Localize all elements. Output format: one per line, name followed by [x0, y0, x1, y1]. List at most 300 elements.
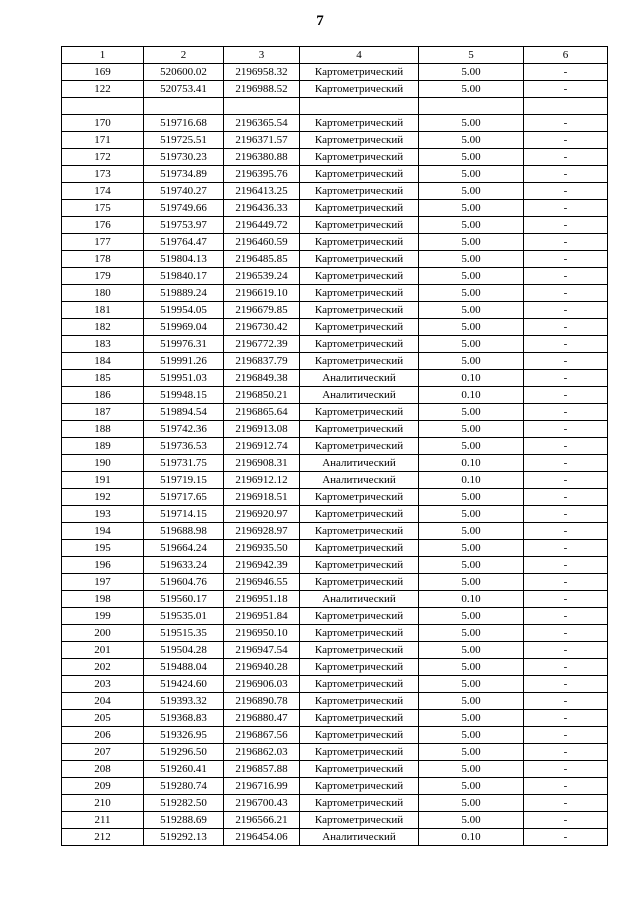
table-row — [62, 319, 608, 336]
y-coordinate-cell: 2196940.28 — [224, 659, 300, 676]
table-header-row — [62, 47, 608, 64]
y-coordinate-cell: 2196947.54 — [224, 642, 300, 659]
x-coordinate-cell: 519633.24 — [144, 557, 224, 574]
y-coordinate-cell: 2196890.78 — [224, 693, 300, 710]
point-number-cell: 182 — [62, 319, 144, 336]
y-coordinate-cell: 2196849.38 — [224, 370, 300, 387]
table-row — [62, 659, 608, 676]
accuracy-cell: 5.00 — [419, 693, 524, 710]
y-coordinate-cell: 2196862.03 — [224, 744, 300, 761]
accuracy-cell: 5.00 — [419, 676, 524, 693]
accuracy-cell: 5.00 — [419, 523, 524, 540]
accuracy-cell: 5.00 — [419, 217, 524, 234]
note-cell: - — [524, 234, 608, 251]
y-coordinate-cell: 2196946.55 — [224, 574, 300, 591]
x-coordinate-cell: 519719.15 — [144, 472, 224, 489]
accuracy-cell: 0.10 — [419, 591, 524, 608]
method-cell: Картометрический — [300, 557, 419, 574]
table-row — [62, 166, 608, 183]
method-cell: Картометрический — [300, 302, 419, 319]
point-number-cell: 170 — [62, 115, 144, 132]
point-number-cell: 200 — [62, 625, 144, 642]
x-coordinate-cell — [144, 98, 224, 115]
point-number-cell: 186 — [62, 387, 144, 404]
point-number-cell: 187 — [62, 404, 144, 421]
table-row — [62, 812, 608, 829]
y-coordinate-cell — [224, 98, 300, 115]
y-coordinate-cell: 2196371.57 — [224, 132, 300, 149]
x-coordinate-cell: 519515.35 — [144, 625, 224, 642]
x-coordinate-cell: 519951.03 — [144, 370, 224, 387]
point-number-cell: 196 — [62, 557, 144, 574]
y-coordinate-cell: 2196951.18 — [224, 591, 300, 608]
method-cell: Картометрический — [300, 489, 419, 506]
point-number-cell: 177 — [62, 234, 144, 251]
table-row — [62, 506, 608, 523]
method-cell: Картометрический — [300, 268, 419, 285]
note-cell: - — [524, 659, 608, 676]
table-row — [62, 472, 608, 489]
column-header: 5 — [419, 47, 524, 64]
note-cell: - — [524, 115, 608, 132]
point-number-cell: 202 — [62, 659, 144, 676]
point-number-cell: 173 — [62, 166, 144, 183]
method-cell: Аналитический — [300, 370, 419, 387]
method-cell: Картометрический — [300, 183, 419, 200]
note-cell: - — [524, 64, 608, 81]
table-row — [62, 234, 608, 251]
y-coordinate-cell: 2196951.84 — [224, 608, 300, 625]
x-coordinate-cell: 519948.15 — [144, 387, 224, 404]
point-number-cell: 189 — [62, 438, 144, 455]
note-cell: - — [524, 200, 608, 217]
table-row-separator — [62, 98, 608, 115]
note-cell: - — [524, 591, 608, 608]
y-coordinate-cell: 2196942.39 — [224, 557, 300, 574]
table-row — [62, 710, 608, 727]
x-coordinate-cell: 519889.24 — [144, 285, 224, 302]
x-coordinate-cell: 519742.36 — [144, 421, 224, 438]
table-row — [62, 387, 608, 404]
point-number-cell: 194 — [62, 523, 144, 540]
note-cell: - — [524, 302, 608, 319]
point-number-cell: 188 — [62, 421, 144, 438]
point-number-cell: 184 — [62, 353, 144, 370]
x-coordinate-cell: 519664.24 — [144, 540, 224, 557]
method-cell: Картометрический — [300, 115, 419, 132]
x-coordinate-cell: 519954.05 — [144, 302, 224, 319]
y-coordinate-cell: 2196413.25 — [224, 183, 300, 200]
table-row — [62, 302, 608, 319]
table-row — [62, 574, 608, 591]
y-coordinate-cell: 2196837.79 — [224, 353, 300, 370]
method-cell: Картометрический — [300, 149, 419, 166]
x-coordinate-cell: 519764.47 — [144, 234, 224, 251]
note-cell: - — [524, 540, 608, 557]
point-number-cell: 175 — [62, 200, 144, 217]
accuracy-cell: 5.00 — [419, 132, 524, 149]
x-coordinate-cell: 519969.04 — [144, 319, 224, 336]
note-cell: - — [524, 472, 608, 489]
accuracy-cell: 5.00 — [419, 812, 524, 829]
method-cell — [300, 98, 419, 115]
coordinates-table — [61, 46, 608, 846]
method-cell: Картометрический — [300, 795, 419, 812]
y-coordinate-cell: 2196950.10 — [224, 625, 300, 642]
note-cell: - — [524, 812, 608, 829]
method-cell: Картометрический — [300, 438, 419, 455]
x-coordinate-cell: 519740.27 — [144, 183, 224, 200]
table-row — [62, 251, 608, 268]
method-cell: Аналитический — [300, 472, 419, 489]
table-row — [62, 200, 608, 217]
table-row — [62, 489, 608, 506]
table-row — [62, 115, 608, 132]
table-row — [62, 455, 608, 472]
point-number-cell: 208 — [62, 761, 144, 778]
point-number-cell: 212 — [62, 829, 144, 846]
method-cell: Картометрический — [300, 506, 419, 523]
table-row — [62, 285, 608, 302]
point-number-cell: 169 — [62, 64, 144, 81]
accuracy-cell: 5.00 — [419, 710, 524, 727]
table-row — [62, 625, 608, 642]
point-number-cell: 197 — [62, 574, 144, 591]
accuracy-cell: 0.10 — [419, 455, 524, 472]
note-cell: - — [524, 574, 608, 591]
y-coordinate-cell: 2196918.51 — [224, 489, 300, 506]
point-number-cell: 209 — [62, 778, 144, 795]
method-cell: Картометрический — [300, 710, 419, 727]
accuracy-cell: 5.00 — [419, 761, 524, 778]
accuracy-cell: 5.00 — [419, 438, 524, 455]
y-coordinate-cell: 2196679.85 — [224, 302, 300, 319]
x-coordinate-cell: 519424.60 — [144, 676, 224, 693]
method-cell: Картометрический — [300, 523, 419, 540]
table-row — [62, 336, 608, 353]
x-coordinate-cell: 519734.89 — [144, 166, 224, 183]
table-row — [62, 727, 608, 744]
x-coordinate-cell: 520600.02 — [144, 64, 224, 81]
note-cell: - — [524, 319, 608, 336]
column-header: 1 — [62, 47, 144, 64]
method-cell: Картометрический — [300, 642, 419, 659]
note-cell: - — [524, 710, 608, 727]
table-body — [62, 64, 608, 846]
note-cell: - — [524, 489, 608, 506]
note-cell: - — [524, 642, 608, 659]
table-row — [62, 421, 608, 438]
method-cell: Картометрический — [300, 744, 419, 761]
table-row — [62, 829, 608, 846]
point-number-cell: 207 — [62, 744, 144, 761]
note-cell: - — [524, 557, 608, 574]
table-row — [62, 438, 608, 455]
point-number-cell: 179 — [62, 268, 144, 285]
y-coordinate-cell: 2196619.10 — [224, 285, 300, 302]
accuracy-cell: 5.00 — [419, 149, 524, 166]
note-cell: - — [524, 625, 608, 642]
accuracy-cell: 5.00 — [419, 506, 524, 523]
table-row — [62, 778, 608, 795]
note-cell: - — [524, 149, 608, 166]
method-cell: Картометрический — [300, 659, 419, 676]
note-cell: - — [524, 744, 608, 761]
x-coordinate-cell: 519688.98 — [144, 523, 224, 540]
table-row — [62, 523, 608, 540]
x-coordinate-cell: 519753.97 — [144, 217, 224, 234]
x-coordinate-cell: 519504.28 — [144, 642, 224, 659]
x-coordinate-cell: 519717.65 — [144, 489, 224, 506]
note-cell: - — [524, 387, 608, 404]
y-coordinate-cell: 2196365.54 — [224, 115, 300, 132]
accuracy-cell: 5.00 — [419, 81, 524, 98]
y-coordinate-cell: 2196436.33 — [224, 200, 300, 217]
point-number-cell: 204 — [62, 693, 144, 710]
y-coordinate-cell: 2196912.74 — [224, 438, 300, 455]
x-coordinate-cell: 519296.50 — [144, 744, 224, 761]
y-coordinate-cell: 2196935.50 — [224, 540, 300, 557]
y-coordinate-cell: 2196380.88 — [224, 149, 300, 166]
point-number-cell: 190 — [62, 455, 144, 472]
x-coordinate-cell: 519749.66 — [144, 200, 224, 217]
method-cell: Картометрический — [300, 404, 419, 421]
method-cell: Аналитический — [300, 387, 419, 404]
x-coordinate-cell: 519292.13 — [144, 829, 224, 846]
accuracy-cell: 5.00 — [419, 64, 524, 81]
accuracy-cell: 5.00 — [419, 557, 524, 574]
note-cell: - — [524, 132, 608, 149]
note-cell: - — [524, 676, 608, 693]
method-cell: Картометрический — [300, 81, 419, 98]
point-number-cell: 211 — [62, 812, 144, 829]
column-header: 3 — [224, 47, 300, 64]
y-coordinate-cell: 2196539.24 — [224, 268, 300, 285]
point-number-cell: 203 — [62, 676, 144, 693]
x-coordinate-cell: 519725.51 — [144, 132, 224, 149]
table-row — [62, 268, 608, 285]
method-cell: Картометрический — [300, 727, 419, 744]
y-coordinate-cell: 2196716.99 — [224, 778, 300, 795]
accuracy-cell: 0.10 — [419, 370, 524, 387]
column-header: 6 — [524, 47, 608, 64]
method-cell: Картометрический — [300, 693, 419, 710]
note-cell: - — [524, 166, 608, 183]
note-cell: - — [524, 727, 608, 744]
table-row — [62, 642, 608, 659]
accuracy-cell: 5.00 — [419, 302, 524, 319]
x-coordinate-cell: 519326.95 — [144, 727, 224, 744]
note-cell: - — [524, 353, 608, 370]
method-cell: Картометрический — [300, 64, 419, 81]
x-coordinate-cell: 519560.17 — [144, 591, 224, 608]
note-cell: - — [524, 336, 608, 353]
accuracy-cell: 5.00 — [419, 625, 524, 642]
accuracy-cell: 0.10 — [419, 472, 524, 489]
method-cell: Картометрический — [300, 778, 419, 795]
method-cell: Картометрический — [300, 132, 419, 149]
point-number-cell: 181 — [62, 302, 144, 319]
table-row — [62, 557, 608, 574]
point-number-cell: 191 — [62, 472, 144, 489]
y-coordinate-cell: 2196912.12 — [224, 472, 300, 489]
method-cell: Картометрический — [300, 761, 419, 778]
accuracy-cell: 5.00 — [419, 642, 524, 659]
note-cell: - — [524, 693, 608, 710]
y-coordinate-cell: 2196449.72 — [224, 217, 300, 234]
x-coordinate-cell: 519280.74 — [144, 778, 224, 795]
note-cell: - — [524, 761, 608, 778]
y-coordinate-cell: 2196566.21 — [224, 812, 300, 829]
method-cell: Аналитический — [300, 829, 419, 846]
y-coordinate-cell: 2196920.97 — [224, 506, 300, 523]
y-coordinate-cell: 2196906.03 — [224, 676, 300, 693]
x-coordinate-cell: 519714.15 — [144, 506, 224, 523]
note-cell: - — [524, 421, 608, 438]
x-coordinate-cell: 519260.41 — [144, 761, 224, 778]
table-row — [62, 64, 608, 81]
point-number-cell: 210 — [62, 795, 144, 812]
table-row — [62, 676, 608, 693]
table-row — [62, 608, 608, 625]
method-cell: Картометрический — [300, 421, 419, 438]
accuracy-cell: 5.00 — [419, 489, 524, 506]
accuracy-cell: 5.00 — [419, 166, 524, 183]
method-cell: Картометрический — [300, 200, 419, 217]
y-coordinate-cell: 2196485.85 — [224, 251, 300, 268]
y-coordinate-cell: 2196988.52 — [224, 81, 300, 98]
column-header: 2 — [144, 47, 224, 64]
accuracy-cell: 5.00 — [419, 421, 524, 438]
method-cell: Картометрический — [300, 353, 419, 370]
point-number-cell: 172 — [62, 149, 144, 166]
accuracy-cell: 5.00 — [419, 574, 524, 591]
accuracy-cell: 5.00 — [419, 404, 524, 421]
y-coordinate-cell: 2196865.64 — [224, 404, 300, 421]
table-row — [62, 744, 608, 761]
column-header: 4 — [300, 47, 419, 64]
x-coordinate-cell: 519894.54 — [144, 404, 224, 421]
y-coordinate-cell: 2196958.32 — [224, 64, 300, 81]
y-coordinate-cell: 2196395.76 — [224, 166, 300, 183]
table-row — [62, 353, 608, 370]
accuracy-cell: 5.00 — [419, 778, 524, 795]
y-coordinate-cell: 2196454.06 — [224, 829, 300, 846]
method-cell: Аналитический — [300, 455, 419, 472]
x-coordinate-cell: 519840.17 — [144, 268, 224, 285]
point-number-cell: 205 — [62, 710, 144, 727]
table-row — [62, 761, 608, 778]
method-cell: Картометрический — [300, 285, 419, 302]
y-coordinate-cell: 2196700.43 — [224, 795, 300, 812]
x-coordinate-cell: 519736.53 — [144, 438, 224, 455]
note-cell: - — [524, 829, 608, 846]
accuracy-cell: 5.00 — [419, 744, 524, 761]
accuracy-cell — [419, 98, 524, 115]
point-number-cell: 183 — [62, 336, 144, 353]
accuracy-cell: 5.00 — [419, 319, 524, 336]
point-number-cell: 174 — [62, 183, 144, 200]
table-row — [62, 132, 608, 149]
point-number-cell: 122 — [62, 81, 144, 98]
table-row — [62, 81, 608, 98]
point-number-cell: 195 — [62, 540, 144, 557]
x-coordinate-cell: 520753.41 — [144, 81, 224, 98]
method-cell: Картометрический — [300, 574, 419, 591]
table-row — [62, 370, 608, 387]
note-cell: - — [524, 523, 608, 540]
x-coordinate-cell: 519282.50 — [144, 795, 224, 812]
note-cell: - — [524, 795, 608, 812]
x-coordinate-cell: 519368.83 — [144, 710, 224, 727]
x-coordinate-cell: 519731.75 — [144, 455, 224, 472]
method-cell: Картометрический — [300, 166, 419, 183]
note-cell: - — [524, 455, 608, 472]
y-coordinate-cell: 2196850.21 — [224, 387, 300, 404]
point-number-cell: 206 — [62, 727, 144, 744]
note-cell: - — [524, 217, 608, 234]
point-number-cell: 199 — [62, 608, 144, 625]
accuracy-cell: 5.00 — [419, 115, 524, 132]
accuracy-cell: 5.00 — [419, 353, 524, 370]
point-number-cell — [62, 98, 144, 115]
point-number-cell: 176 — [62, 217, 144, 234]
point-number-cell: 193 — [62, 506, 144, 523]
x-coordinate-cell: 519804.13 — [144, 251, 224, 268]
x-coordinate-cell: 519716.68 — [144, 115, 224, 132]
method-cell: Картометрический — [300, 234, 419, 251]
table-row — [62, 693, 608, 710]
accuracy-cell: 0.10 — [419, 387, 524, 404]
note-cell: - — [524, 438, 608, 455]
method-cell: Картометрический — [300, 251, 419, 268]
y-coordinate-cell: 2196772.39 — [224, 336, 300, 353]
x-coordinate-cell: 519976.31 — [144, 336, 224, 353]
y-coordinate-cell: 2196880.47 — [224, 710, 300, 727]
note-cell — [524, 98, 608, 115]
x-coordinate-cell: 519730.23 — [144, 149, 224, 166]
note-cell: - — [524, 506, 608, 523]
method-cell: Аналитический — [300, 591, 419, 608]
point-number-cell: 201 — [62, 642, 144, 659]
table-row — [62, 183, 608, 200]
x-coordinate-cell: 519604.76 — [144, 574, 224, 591]
note-cell: - — [524, 268, 608, 285]
accuracy-cell: 5.00 — [419, 659, 524, 676]
x-coordinate-cell: 519535.01 — [144, 608, 224, 625]
x-coordinate-cell: 519288.69 — [144, 812, 224, 829]
point-number-cell: 180 — [62, 285, 144, 302]
y-coordinate-cell: 2196730.42 — [224, 319, 300, 336]
point-number-cell: 171 — [62, 132, 144, 149]
y-coordinate-cell: 2196928.97 — [224, 523, 300, 540]
method-cell: Картометрический — [300, 812, 419, 829]
method-cell: Картометрический — [300, 336, 419, 353]
accuracy-cell: 5.00 — [419, 183, 524, 200]
table-row — [62, 404, 608, 421]
accuracy-cell: 5.00 — [419, 540, 524, 557]
accuracy-cell: 5.00 — [419, 234, 524, 251]
y-coordinate-cell: 2196460.59 — [224, 234, 300, 251]
note-cell: - — [524, 81, 608, 98]
method-cell: Картометрический — [300, 608, 419, 625]
method-cell: Картометрический — [300, 676, 419, 693]
y-coordinate-cell: 2196867.56 — [224, 727, 300, 744]
point-number-cell: 198 — [62, 591, 144, 608]
accuracy-cell: 5.00 — [419, 727, 524, 744]
accuracy-cell: 5.00 — [419, 200, 524, 217]
note-cell: - — [524, 608, 608, 625]
